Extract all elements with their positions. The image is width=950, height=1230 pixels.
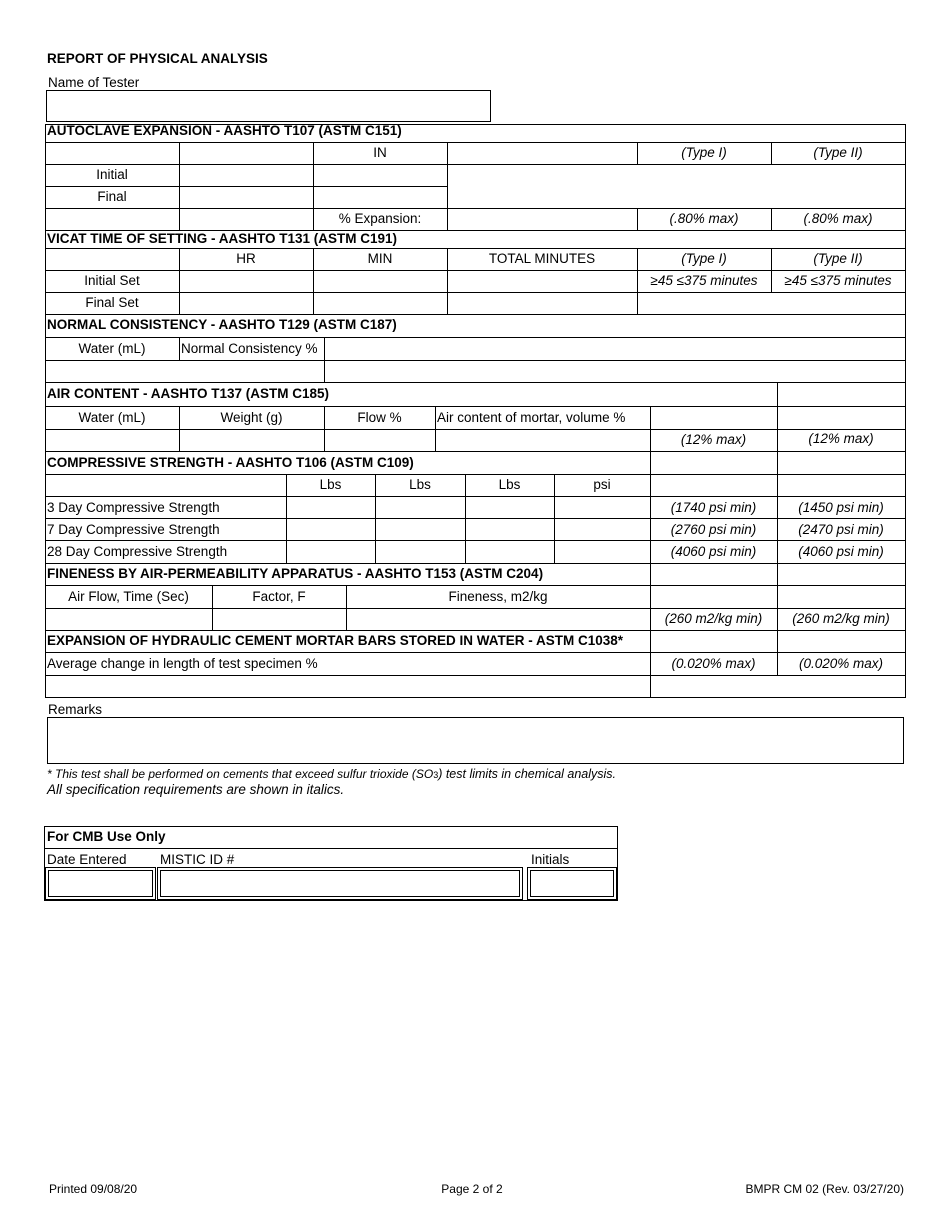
autoclave-in-header: IN [373,145,387,160]
autoclave-final-label: Final [97,189,127,204]
cmb-mistic-label: MISTIC ID # [160,852,235,867]
expansion-max2: (0.020% max) [798,656,884,671]
cmb-date-input[interactable] [45,867,156,900]
fineness-heading: FINENESS BY AIR-PERMEABILITY APPARATUS - AASHTO T153 (ASTM C204) [47,566,544,581]
footnote-italics: All specification requirements are shown in italics. [47,782,345,797]
fineness-value-label: Fineness, m2/kg [448,589,548,604]
compressive-row-spec2: (4060 psi min) [798,544,884,559]
autoclave-type2: (Type II) [813,145,863,160]
air-max1: (12% max) [680,432,747,447]
expansion-heading: EXPANSION OF HYDRAULIC CEMENT MORTAR BARS STORED IN WATER - ASTM C1038* [47,633,624,648]
air-content-label: Air content of mortar, volume % [437,410,626,425]
vicat-final-label: Final Set [85,295,139,310]
autoclave-initial-in-input[interactable] [314,165,446,185]
vicat-spec1: ≥45 ≤375 minutes [650,273,758,288]
remarks-input[interactable] [47,717,904,764]
compressive-lbs1: Lbs [319,477,342,492]
fineness-airflow: Air Flow, Time (Sec) [68,589,189,604]
footer-page: Page 2 of 2 [441,1182,503,1196]
cmb-initials-input[interactable] [527,867,617,900]
autoclave-expansion-input[interactable] [448,209,636,229]
compressive-row-label: 3 Day Compressive Strength [47,500,220,515]
compressive-row-spec2: (1450 psi min) [798,500,884,515]
vicat-type2: (Type II) [813,251,863,266]
remarks-label: Remarks [48,702,103,717]
footnote-sulfur: * This test shall be performed on cements that exceed sulfur trioxide (SO3) test limits in chemical analysis. [47,767,617,781]
autoclave-final-input[interactable] [180,187,312,207]
autoclave-max1: (.80% max) [669,211,739,226]
autoclave-heading: AUTOCLAVE EXPANSION - AASHTO T107 (ASTM C151) [47,123,402,138]
expansion-max1: (0.020% max) [671,656,756,671]
cmb-date-label: Date Entered [47,852,127,867]
compressive-lbs3: Lbs [498,477,521,492]
cmb-initials-label: Initials [531,852,570,867]
compressive-row-spec2: (2470 psi min) [798,522,884,537]
consistency-water: Water (mL) [78,341,146,356]
vicat-type1: (Type I) [681,251,727,266]
air-weight: Weight (g) [220,410,283,425]
expansion-avg-label: Average change in length of test specimen % [47,656,318,671]
autoclave-expansion-label: % Expansion: [338,211,422,226]
compressive-row-label: 28 Day Compressive Strength [47,544,228,559]
consistency-heading: NORMAL CONSISTENCY - AASHTO T129 (ASTM C187) [47,317,397,332]
vicat-spec2: ≥45 ≤375 minutes [784,273,892,288]
tester-label: Name of Tester [48,75,140,90]
page-title: REPORT OF PHYSICAL ANALYSIS [47,51,268,66]
cmb-mistic-input[interactable] [157,867,523,900]
vicat-heading: VICAT TIME OF SETTING - AASHTO T131 (ASTM C191) [47,231,398,246]
compressive-lbs2: Lbs [409,477,431,492]
compressive-heading: COMPRESSIVE STRENGTH - AASHTO T106 (ASTM C109) [47,455,414,470]
cmb-heading: For CMB Use Only [47,829,166,844]
autoclave-type1: (Type I) [681,145,727,160]
compressive-row-spec1: (4060 psi min) [670,544,757,559]
fineness-min1: (260 m2/kg min) [664,611,763,626]
tester-name-input[interactable] [46,90,491,122]
autoclave-initial-input[interactable] [180,165,312,185]
autoclave-max2: (.80% max) [803,211,873,226]
compressive-psi: psi [593,477,611,492]
air-max2: (12% max) [808,431,874,446]
footer-printed: Printed 09/08/20 [49,1182,138,1196]
vicat-hr-header: HR [236,251,256,266]
vicat-initial-label: Initial Set [84,273,140,288]
autoclave-final-in-input[interactable] [314,187,446,207]
air-heading: AIR CONTENT - AASHTO T137 (ASTM C185) [47,386,330,401]
autoclave-initial-label: Initial [96,167,128,182]
air-flow: Flow % [357,410,402,425]
consistency-input[interactable] [46,361,323,381]
consistency-normal: Normal Consistency % [181,341,318,356]
fineness-factor: Factor, F [252,589,306,604]
fineness-min2: (260 m2/kg min) [792,611,890,626]
vicat-min-header: MIN [367,251,393,266]
vicat-total-header: TOTAL MINUTES [488,251,596,266]
footer-form: BMPR CM 02 (Rev. 03/27/20) [745,1182,904,1196]
compressive-row-label: 7 Day Compressive Strength [47,522,220,537]
compressive-row-spec1: (1740 psi min) [670,500,757,515]
compressive-row-spec1: (2760 psi min) [670,522,757,537]
air-water: Water (mL) [78,410,146,425]
